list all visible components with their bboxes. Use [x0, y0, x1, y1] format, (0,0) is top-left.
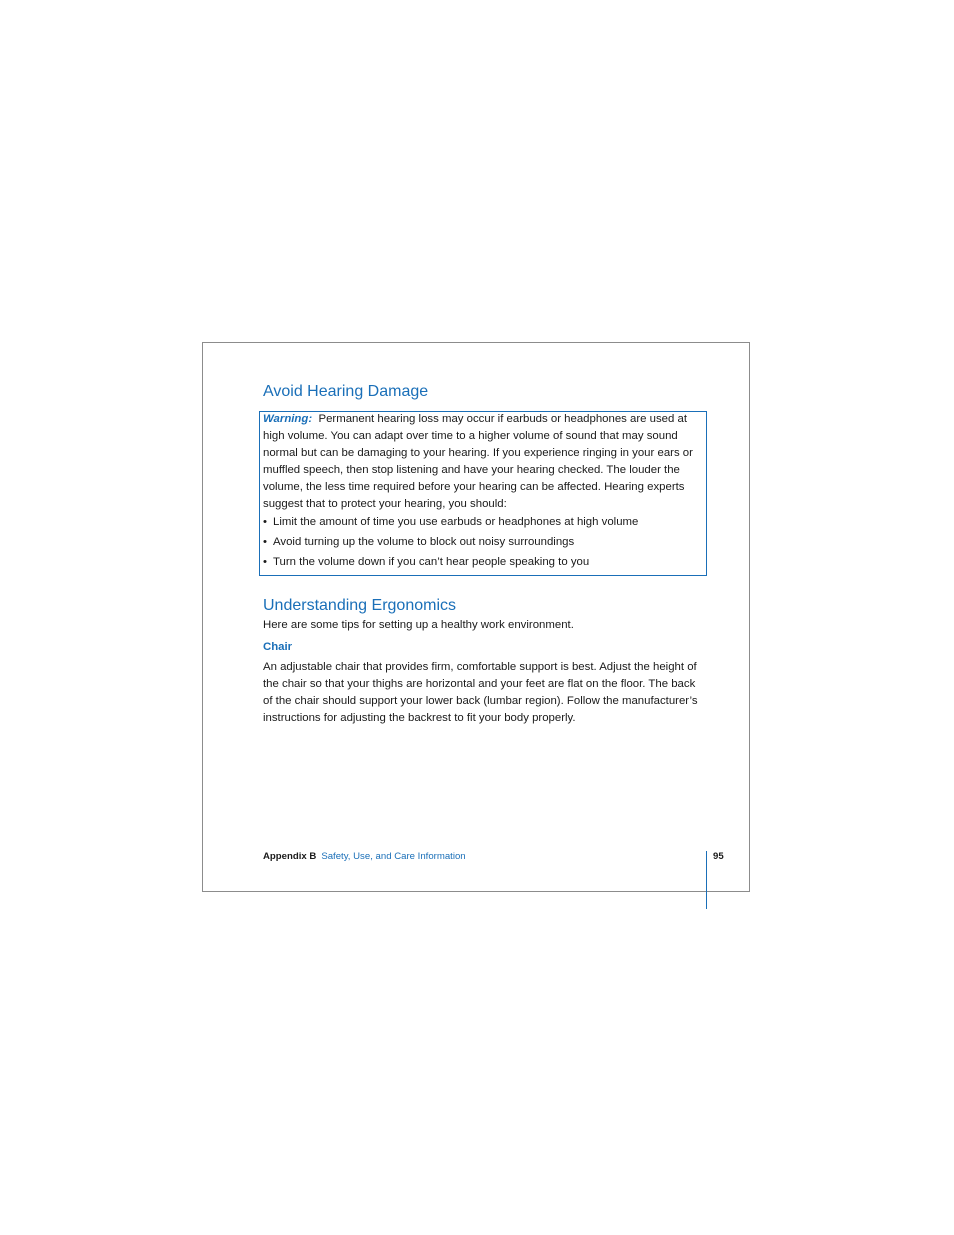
warning-paragraph [263, 411, 703, 513]
warning-label: Warning: [263, 413, 313, 425]
bullet-icon: • [263, 516, 267, 528]
ergonomics-intro: Here are some tips for setting up a healthy work environment. [263, 619, 574, 631]
list-item [263, 534, 638, 554]
bullet-icon: • [263, 556, 267, 568]
warning-body: Permanent hearing loss may occur if earbuds or headphones are used at high volume. You can adapt over time to a higher volume of sound that may sound normal but can be damaging to your hearing. If you experience ringing in your ears or muffled speech, then stop listening and have your hearing checked. The louder the volume, the less time required before your hearing can be affected. Hearing experts suggest that to protect your hearing, you should: [263, 413, 693, 510]
list-item-text: Limit the amount of time you use earbuds or headphones at high volume [273, 516, 639, 528]
page-number: 95 [713, 851, 724, 862]
subheading-chair: Chair [263, 641, 293, 653]
page-footer [263, 851, 466, 862]
heading-avoid-hearing-damage: Avoid Hearing Damage [263, 383, 429, 400]
list-item-text: Avoid turning up the volume to block out noisy surroundings [273, 536, 575, 548]
chair-paragraph: An adjustable chair that provides firm, comfortable support is best. Adjust the height of the chair so that your thighs are horizontal and your feet are flat on the floor. The back of the chair should support your lower back (lumbar region). Follow the manufacturer’s instructions for adjusting the backrest to fit your body properly. [263, 661, 698, 724]
list-item-text: Turn the volume down if you can’t hear people speaking to you [273, 556, 590, 568]
hearing-tips-list [263, 514, 638, 574]
footer-divider [706, 851, 707, 909]
footer-chapter-title: Safety, Use, and Care Information [321, 851, 466, 862]
list-item [263, 554, 638, 574]
list-item [263, 514, 638, 534]
footer-appendix: Appendix B [263, 851, 317, 862]
heading-understanding-ergonomics: Understanding Ergonomics [263, 597, 456, 614]
bullet-icon: • [263, 536, 267, 548]
